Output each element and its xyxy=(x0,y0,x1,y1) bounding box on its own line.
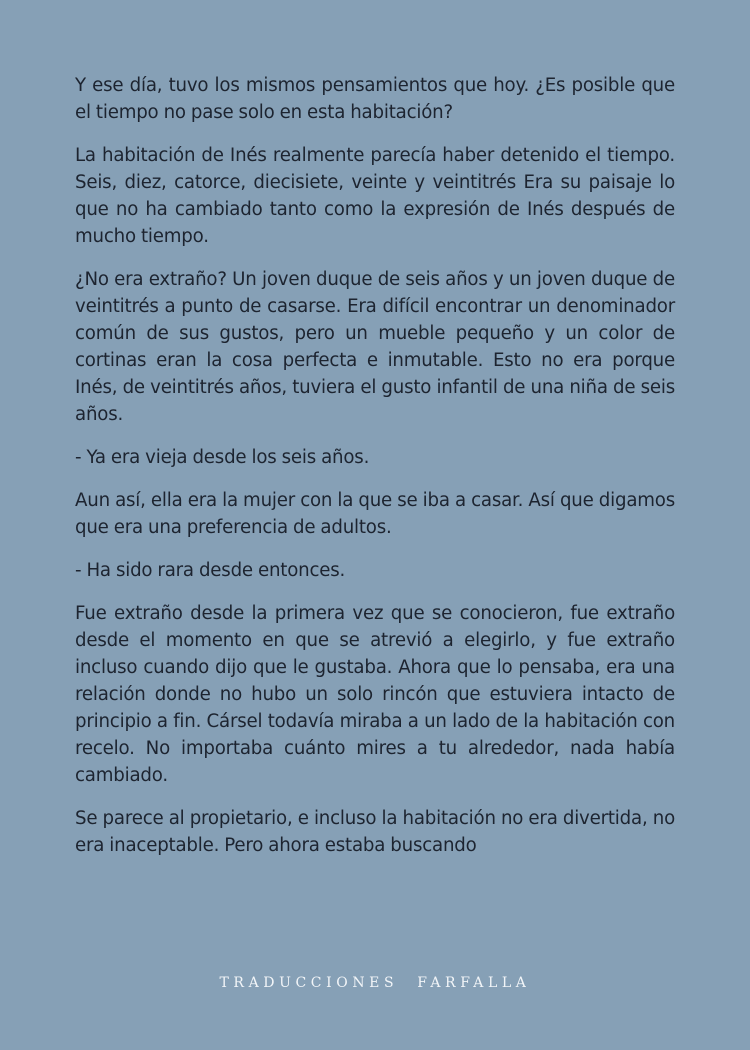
paragraph: Aun así, ella era la mujer con la que se iba a casar. Así que digamos que era una preferencia de adultos. xyxy=(75,490,675,538)
paragraph: La habitación de Inés realmente parecía haber detenido el tiempo. Seis, diez, catorce, diecisiete, veinte y veintitrés Era su paisaje lo que no ha cambiado tanto como la expresión de Inés después de mucho tiempo. xyxy=(75,145,675,247)
paragraph: Fue extraño desde la primera vez que se conocieron, fue extraño desde el momento en que se atrevió a elegirlo, y fue extraño incluso cuando dijo que le gustaba. Ahora que lo pensaba, era una relación donde no hubo un solo rincón que estuviera intacto de principio a fin. Cársel todavía miraba a un lado de la habitación con recelo. No importaba cuánto mires a tu alrededor, nada había cambiado. xyxy=(75,603,675,786)
page-body xyxy=(75,72,675,875)
paragraph: ¿No era extraño? Un joven duque de seis años y un joven duque de veintitrés a punto de casarse. Era difícil encontrar un denominador común de sus gustos, pero un mueble pequeño y un color de cortinas eran la cosa perfecta e inmutable. Esto no era porque Inés, de veintitrés años, tuviera el gusto infantil de una niña de seis años. xyxy=(75,269,675,425)
dialogue-line: - Ha sido rara desde entonces. xyxy=(75,560,346,581)
dialogue-line: - Ya era vieja desde los seis años. xyxy=(75,447,370,468)
paragraph: Se parece al propietario, e incluso la habitación no era divertida, no era inaceptable. Pero ahora estaba buscando xyxy=(75,808,675,856)
page-footer-credit: TRADUCCIONES FARFALLA xyxy=(219,975,531,991)
paragraph: Y ese día, tuvo los mismos pensamientos que hoy. ¿Es posible que el tiempo no pase solo en esta habitación? xyxy=(75,75,675,123)
